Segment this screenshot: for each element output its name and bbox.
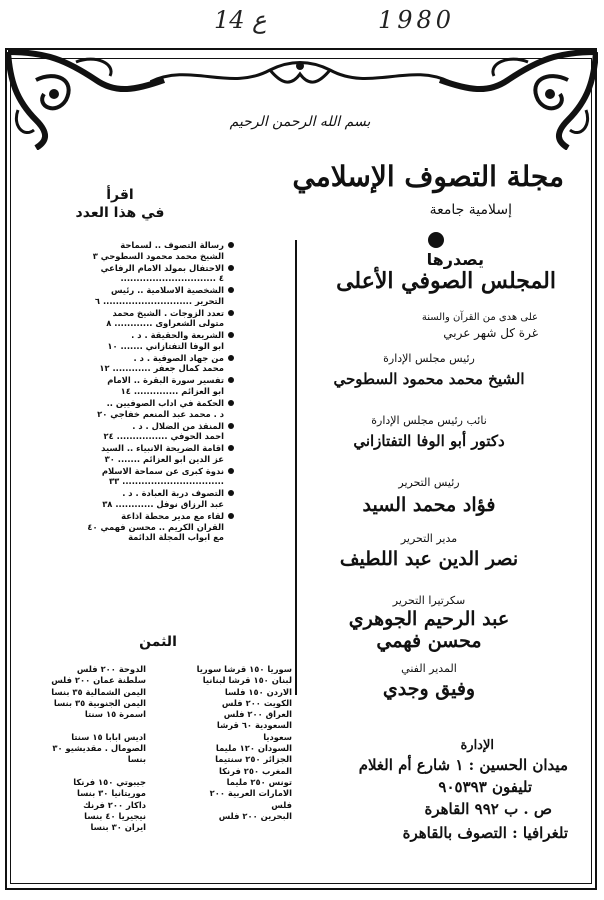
price-entry: سعوديا: [263, 731, 292, 742]
price-entry: العراق ٢٠٠ فلس: [223, 709, 292, 720]
editor-in-chief-name: فؤاد محمد السيد: [362, 494, 496, 516]
toc-item: الحكمة في اداب الصوفيين .. د . محمد عبد المنعم خفاجي ٢٠: [24, 398, 234, 419]
toc-heading-line2: في هذا العدد: [75, 205, 165, 221]
managing-editor-label: مدير التحرير: [400, 532, 458, 545]
price-entry: لبنان ١٥٠ قرشا لبنانيا: [202, 675, 292, 686]
ornament-top-right-icon: [438, 50, 598, 150]
vice-chairman-label: نائب رئيس مجلس الإدارة: [371, 414, 487, 427]
toc-item: ندوة كبرى عن سماحة الاسلام ................................ ٣٣: [24, 466, 234, 487]
price-list-right: [152, 664, 292, 822]
price-entry: الجزائر ٢٥٠ سنتيما: [215, 754, 292, 765]
price-entry: الصومال . مقديشيو ٣٠: [52, 743, 146, 754]
toc-item: اقامة الضريحة الانبياء .. السيد عز الدين ابو العزائم ....... ٣٠: [24, 443, 234, 464]
price-entry: المغرب ٢٥٠ فرنكا: [218, 765, 292, 776]
bullet-dot-icon: [428, 232, 444, 248]
toc-item: الشريعة والحقيقة . د . ابو الوفا التفتازاني ....... ١٠: [24, 330, 234, 351]
secretaries-label: سكرتيرا التحرير: [392, 594, 466, 607]
price-entry: اليمن الجنوبية ٣٥ بنسا: [53, 697, 146, 708]
ornament-top-left-icon: [6, 50, 166, 150]
secretary-name-1: عبد الرحيم الجوهري: [348, 608, 510, 630]
price-entry: السودان ١٢٠ مليما: [215, 743, 292, 754]
price-entry: موريتانيا ٣٠ بنسا: [77, 788, 146, 799]
toc-item: تفسير سورة البقرة .. الامام ابو العزائم .............. ١٤: [24, 375, 234, 396]
price-entry: بنسا: [127, 754, 146, 765]
price-entry: فلس: [271, 799, 292, 810]
price-entry: سوريا ١٥٠ قرشا سوريا: [196, 664, 292, 674]
magazine-subtitle: إسلامية جامعة: [429, 202, 512, 218]
chairman-name: الشيخ محمد محمود السطوحي: [333, 370, 525, 388]
managing-editor-name: نصر الدين عبد اللطيف: [339, 548, 519, 570]
administration-label: الإدارة: [460, 738, 494, 753]
price-entry: السعودية ٦٠ قرشا: [216, 720, 292, 731]
chairman-label: رئيس مجلس الإدارة: [383, 352, 475, 365]
price-entry: جيبوتي ١٥٠ فرنكا: [73, 776, 146, 787]
price-entry: نيجيريا ٤٠ بنسا: [84, 810, 146, 821]
toc-heading: [40, 186, 200, 222]
toc-item: الاحتفال بمولد الامام الرفاعي ٤ ..............................: [24, 263, 234, 284]
price-spacer: [18, 720, 146, 731]
handwritten-number: 14 ع: [214, 6, 267, 34]
ornament-top-center-icon: [150, 52, 450, 98]
column-divider: [295, 240, 297, 695]
price-entry: الاردن ١٥٠ فلسا: [224, 686, 292, 697]
price-entry: اسمرة ١٥ سنتا: [84, 709, 146, 720]
handwritten-year: 1980: [378, 6, 456, 34]
price-title: الثمن: [139, 634, 177, 650]
telegraph-line: تلغرافيا : التصوف بالقاهرة: [402, 824, 568, 842]
price-entry: الدوحة ٢٠٠ فلس: [76, 664, 146, 674]
toc-item: المنقذ من الضلال . د . احمد الحوفي ................ ٢٤: [24, 421, 234, 442]
toc-item: الشخصية الاسلامية .. رئيس التحرير ............................ ٦: [24, 285, 234, 306]
publisher-name: المجلس الصوفي الأعلى: [336, 268, 556, 294]
price-entry: البحرين ٢٠٠ فلس: [218, 810, 292, 821]
basmala: بسم الله الرحمن الرحيم: [229, 114, 371, 130]
secretary-name-2: محسن فهمي: [376, 630, 482, 652]
vice-chairman-name: دكتور أبو الوفا التفتازاني: [353, 432, 505, 450]
art-director-name: وفيق وجدي: [382, 678, 476, 700]
price-entry: تونس ٢٥٠ مليما: [226, 776, 292, 787]
pobox-line: ص . ب ٩٩٢ القاهرة: [424, 800, 552, 818]
toc-item: من جهاد الصوفية . د . محمد كمال جعفر ............ ١٢: [24, 353, 234, 374]
toc-heading-line1: اقرأ: [106, 187, 134, 203]
issued-by-label: يصدرها: [426, 250, 484, 269]
price-entry: ايران ٣٠ بنسا: [90, 822, 146, 833]
price-entry: سلطنة عمان ٢٠٠ فلس: [51, 675, 146, 686]
address-line: ميدان الحسين : ١ شارع أم الغلام: [358, 756, 568, 774]
toc-item: تعدد الزوجات . الشيخ محمد متولى الشعراوى ............ ٨: [24, 308, 234, 329]
toc-item: رسالة التصوف .. لسماحة الشيخ محمد محمود السطوحي ٣: [24, 240, 234, 261]
price-entry: اليمن الشمالية ٣٥ بنسا: [51, 686, 146, 697]
price-entry: الامارات العربية ٢٠٠: [209, 788, 292, 799]
guidance-text: على هدى من القرآن والسنة: [421, 312, 538, 323]
table-of-contents: [24, 240, 234, 544]
price-entry: الكويت ٢٠٠ فلس: [221, 697, 292, 708]
art-director-label: المدير الفني: [401, 662, 457, 675]
price-spacer: [18, 766, 146, 777]
editor-in-chief-label: رئيس التحرير: [398, 476, 460, 489]
frequency-text: غرة كل شهر عربي: [443, 326, 538, 340]
price-list-left: [18, 664, 146, 833]
price-entry: اديس ابابا ١٥ سنتا: [71, 731, 146, 742]
phone-line: تليفون ٩٠٥٣٩٣: [438, 778, 532, 796]
toc-item: التصوف دربة العبادة . د . عبد الرزاق نوفل ............ ٣٨: [24, 488, 234, 509]
magazine-title: مجلة التصوف الإسلامي: [292, 160, 564, 193]
price-entry: داكار ٢٠٠ فرنك: [83, 799, 146, 810]
toc-item: لقاء مع مدير محطة اذاعة القران الكريم .. محسن فهمي ٤٠ مع ابواب المجلة الدائمة: [24, 511, 234, 543]
